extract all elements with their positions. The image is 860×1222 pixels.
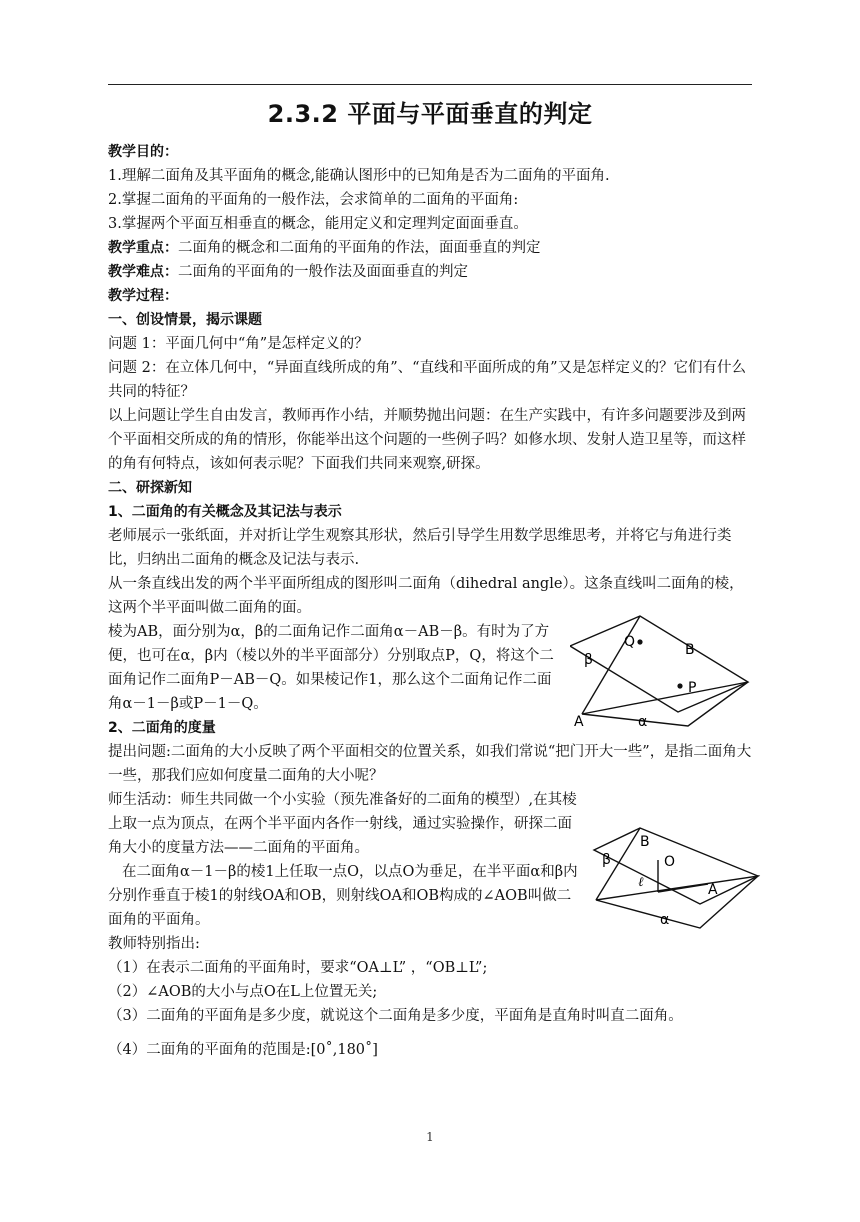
sub1-paragraph-2: 从一条直线出发的两个半平面所组成的图形叫二面角（dihedral angle）。这条直线叫二面角的棱，这两个半平面叫做二面角的面。 xyxy=(108,576,744,616)
figure1-label-b: B xyxy=(685,642,695,658)
figure2-ray-oa xyxy=(658,884,708,892)
sub1-heading: 1、二面角的有关概念及其记法与表示 xyxy=(108,504,342,520)
figure2-label-l: ℓ xyxy=(638,875,644,890)
plane-angle-figure xyxy=(588,792,763,932)
process-heading: 教学过程： xyxy=(108,288,178,304)
sub2-heading: 2、二面角的度量 xyxy=(108,720,216,736)
page-title: 2.3.2 平面与平面垂直的判定 xyxy=(267,100,593,128)
figure2-label-o: O xyxy=(664,854,676,870)
figure1-label-alpha: α xyxy=(638,714,648,730)
teacher-note: 教师特别指出: xyxy=(108,936,200,952)
page-number: 1 xyxy=(426,1130,434,1144)
sub2-paragraph-3: 在二面角α－1－β的棱1上任取一点O，以点O为垂足，在半平面α和β内分别作垂直于棱1的射线OA和OB，则射线OA和OB构成的∠AOB叫做二面角的平面角。 xyxy=(108,864,578,928)
dihedral-angle-figure xyxy=(570,614,755,730)
sub1-paragraph-3: 棱为AB，面分别为α，β的二面角记作二面角α－AB－β。有时为了方便，也可在α，β内（棱以外的半平面部分）分别取点P，Q，将这个二面角记作二面角P－AB－Q。如果棱记作1，那么这个二面角记作二面角α－1－β或P－1－Q。 xyxy=(108,624,554,712)
figure2-label-a: A xyxy=(708,882,718,898)
figure1-beta-plane xyxy=(570,616,748,712)
figure2-label-beta: β xyxy=(602,852,611,868)
header-rule xyxy=(108,84,752,85)
section1-paragraph: 以上问题让学生自由发言，教师再作小结，并顺势抛出问题：在生产实践中，有许多问题要涉及到两个平面相交所成的角的情形，你能举出这个问题的一些例子吗？如修水坝、发射人造卫星等，而这样的角有何特点，该如何表示呢？下面我们共同来观察,研探。 xyxy=(108,408,746,472)
note-1: （1）在表示二面角的平面角时，要求“OA⊥L” ，“OB⊥L”; xyxy=(108,960,488,976)
note-3: （3）二面角的平面角是多少度，就说这个二面角是多少度，平面角是直角时叫直二面角。 xyxy=(108,1008,683,1024)
figure1-label-a: A xyxy=(574,714,584,730)
section1-question-1: 问题 1：平面几何中“角”是怎样定义的？ xyxy=(108,336,369,352)
figure1-label-beta: β xyxy=(584,652,593,668)
figure1-point-p xyxy=(677,683,682,688)
key-point-text: 二面角的概念和二面角的平面角的作法，面面垂直的判定 xyxy=(178,240,541,256)
section2-heading: 二、研探新知 xyxy=(108,480,192,496)
difficulty-label: 教学难点： xyxy=(108,264,178,280)
difficulty-text: 二面角的平面角的一般作法及面面垂直的判定 xyxy=(178,264,468,280)
figure1-label-p: P xyxy=(688,680,697,696)
section1-question-2: 问题 2：在立体几何中，“异面直线所成的角”、“直线和平面所成的角”又是怎样定义的？它们有什么共同的特征？ xyxy=(108,360,746,400)
objective-item-1: 1.理解二面角及其平面角的概念,能确认图形中的已知角是否为二面角的平面角. xyxy=(108,168,610,184)
note-4: （4）二面角的平面角的范围是:[0˚,180˚] xyxy=(108,1042,378,1058)
sub1-paragraph-1: 老师展示一张纸面，并对折让学生观察其形状，然后引导学生用数学思维思考，并将它与角进行类比，归纳出二面角的概念及记法与表示. xyxy=(108,528,732,568)
difficulty xyxy=(108,260,756,284)
objective-item-3: 3.掌握两个平面互相垂直的概念，能用定义和定理判定面面垂直。 xyxy=(108,216,528,232)
figure2-label-b: B xyxy=(640,834,650,850)
sub2-paragraph-1: 提出问题:二面角的大小反映了两个平面相交的位置关系，如我们常说“把门开大一些”，是指二面角大一些，那我们应如何度量二面角的大小呢？ xyxy=(108,744,752,784)
figure2-label-alpha: α xyxy=(660,912,670,928)
figure2-alpha-plane xyxy=(596,876,758,928)
sub2-paragraph-2: 师生活动：师生共同做一个小实验（预先准备好的二面角的模型）,在其棱上取一点为顶点，在两个半平面内各作一射线，通过实验操作，研探二面角大小的度量方法——二面角的平面角。 xyxy=(108,792,577,856)
objective-item-2: 2.掌握二面角的平面角的一般作法，会求简单的二面角的平面角: xyxy=(108,192,519,208)
objectives-heading: 教学目的： xyxy=(108,144,178,160)
note-2: （2）∠AOB的大小与点O在L上位置无关; xyxy=(108,984,378,1000)
key-point xyxy=(108,236,756,260)
key-point-label: 教学重点： xyxy=(108,240,178,256)
figure1-label-q: Q xyxy=(624,634,636,650)
figure1-point-q xyxy=(637,639,642,644)
figure2-beta-plane xyxy=(594,828,758,904)
section1-heading: 一、创设情景，揭示课题 xyxy=(108,312,262,328)
